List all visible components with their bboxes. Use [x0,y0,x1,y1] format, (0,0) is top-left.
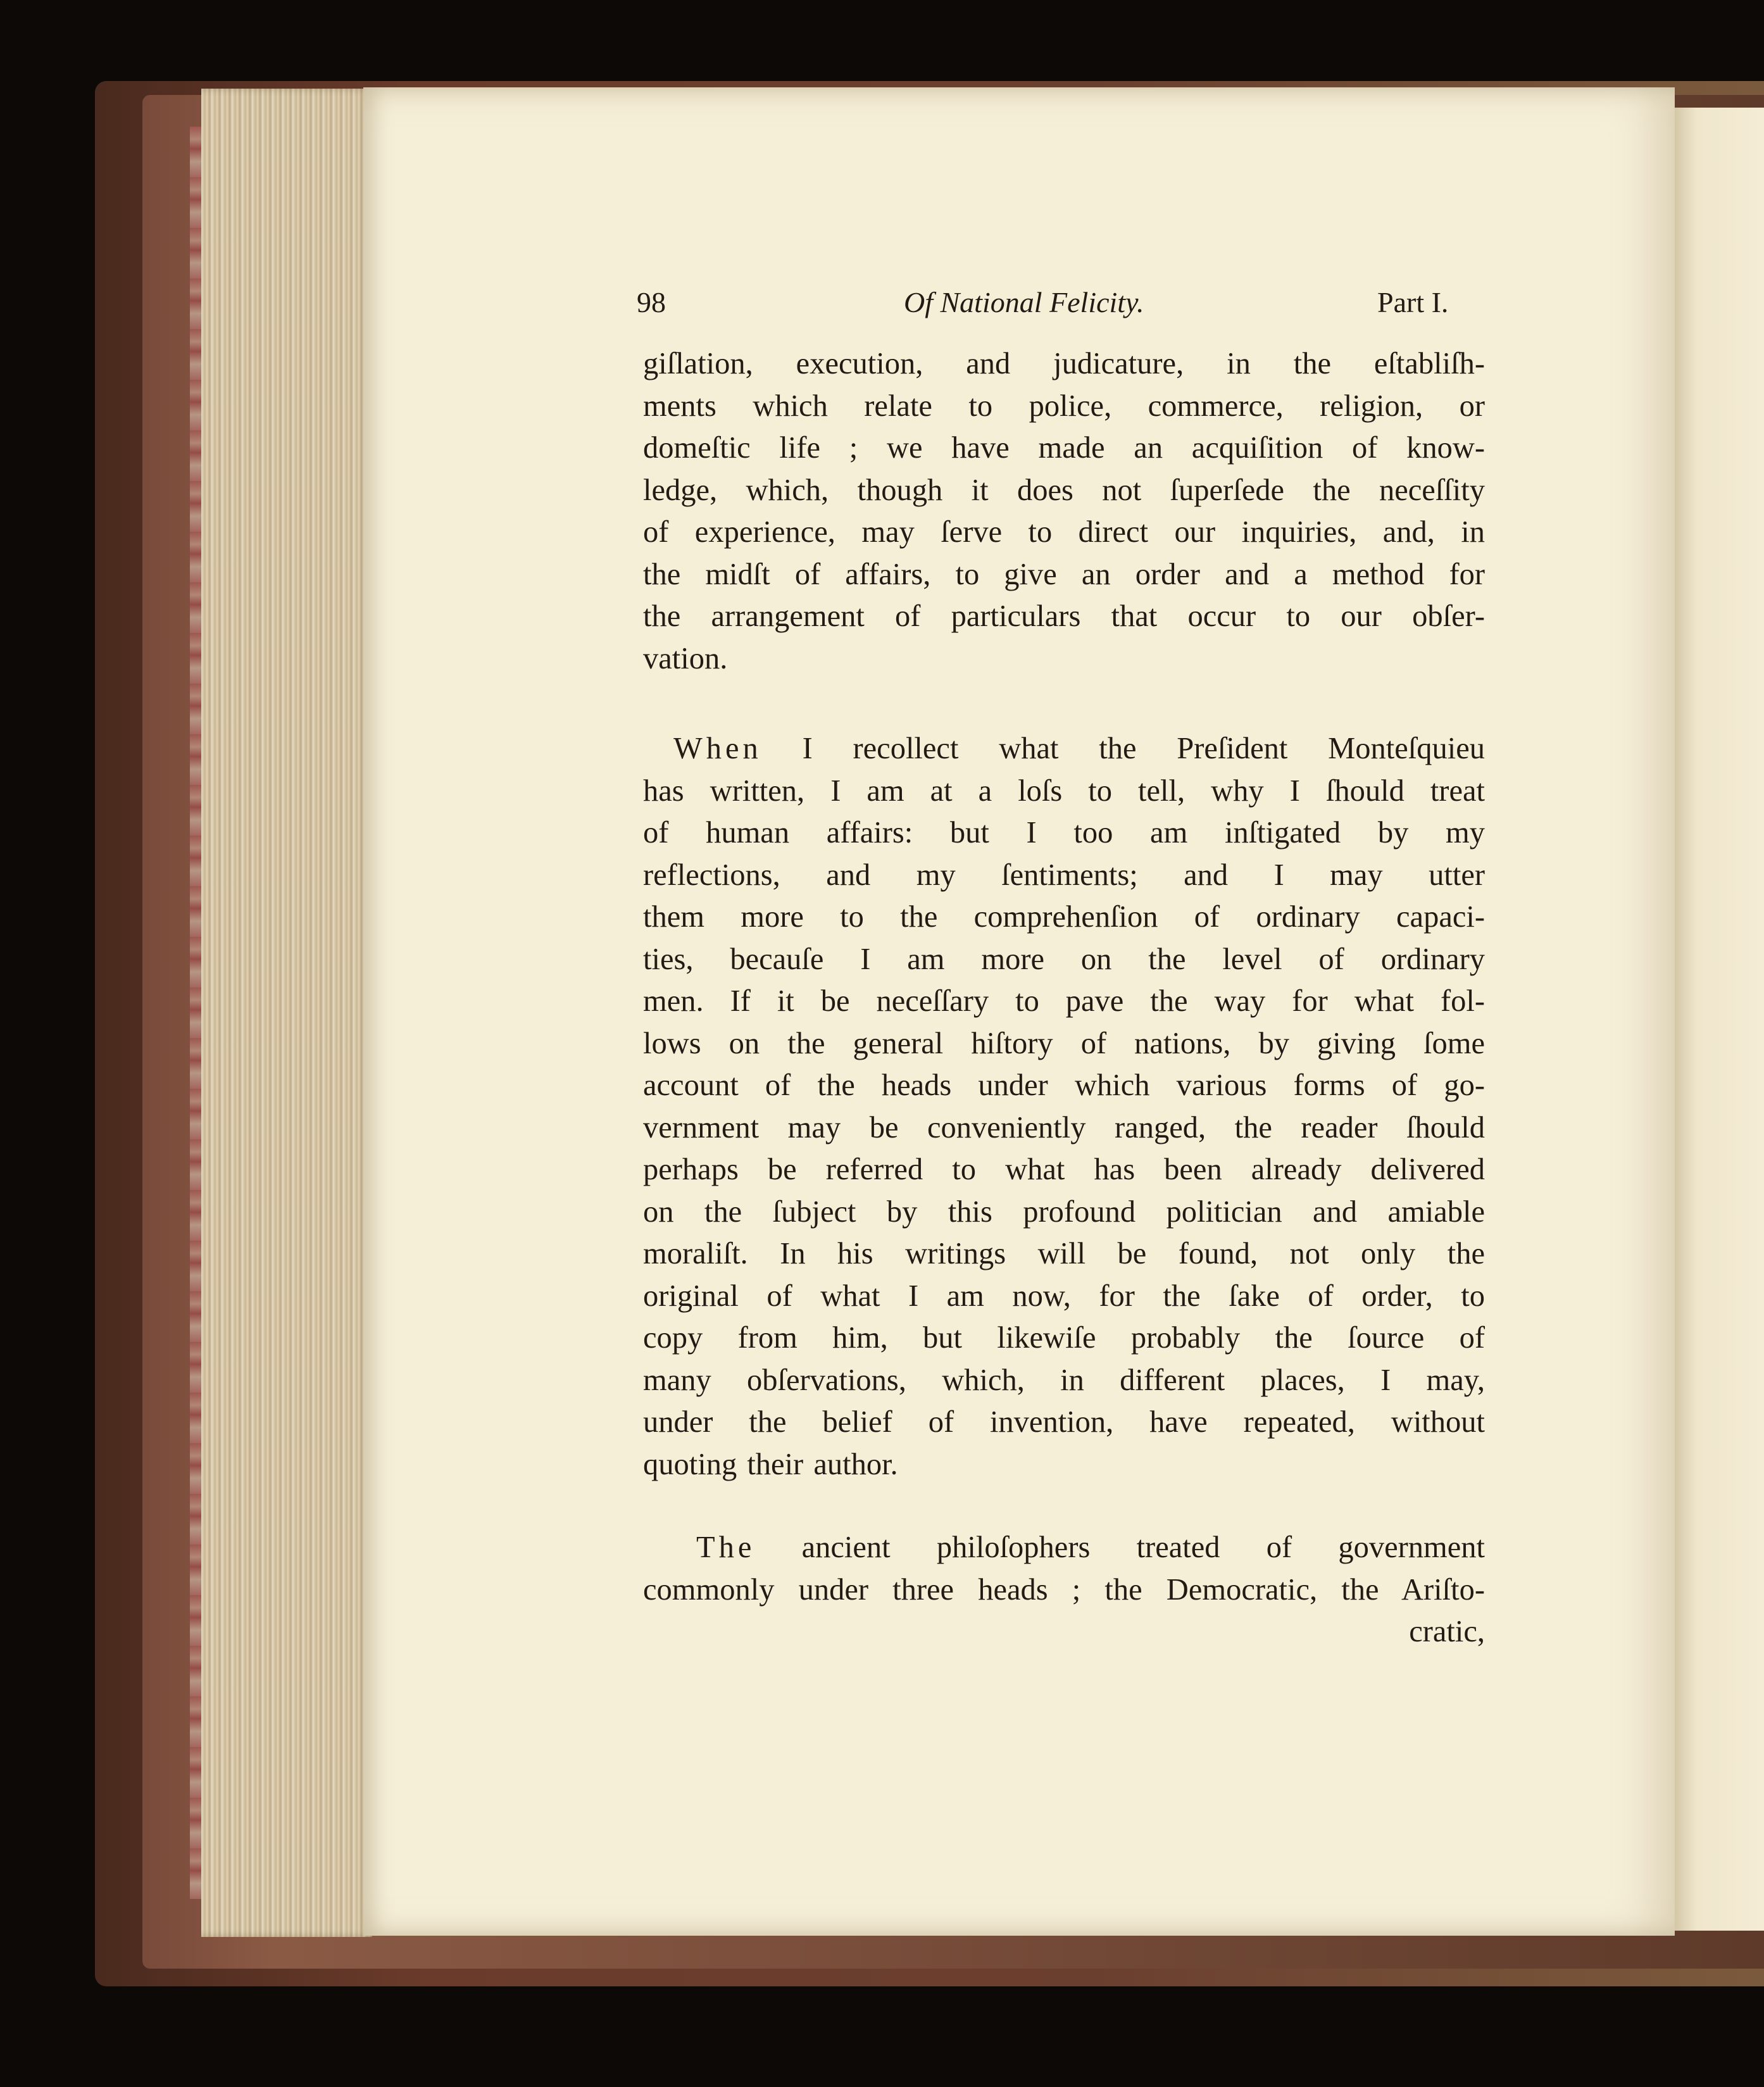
text-line: commonly under three heads ; the Democratic, the Ariſto- [643,1572,1485,1607]
paragraph-3 [643,1527,1485,1653]
text-line: under the belief of invention, have repeated, without [643,1405,1485,1439]
text-line: on the ſubject by this profound politician and amiable [643,1194,1485,1229]
text-line: moraliſt. In his writings will be found, not only the [643,1237,1485,1270]
small-caps-lead: The [696,1531,756,1564]
catchword: cratic, [1409,1615,1485,1648]
small-caps-lead: When [673,732,762,765]
text-line: ments which relate to police, commerce, religion, or [643,389,1485,423]
text-line [643,728,1485,770]
text-line: account of the heads under which various forms of go- [643,1069,1485,1102]
text-line-rest: I recollect what the Preſident Monteſquieu [761,732,1485,765]
text-line: vation. [643,641,728,675]
text-line: vernment may be conveniently ranged, the reader ſhould [643,1110,1485,1144]
text-line-rest: ancient philoſophers treated of government [755,1531,1485,1564]
running-title: Of National Felicity. [904,286,1144,318]
text-line: copy from him, but likewiſe probably the ſource of [643,1321,1485,1355]
text-line: them more to the comprehenſion of ordinary capaci- [643,900,1485,934]
paragraph-1 [643,343,1485,680]
paragraph-2 [643,728,1485,1486]
text-line: perhaps be referred to what has been already delivered [643,1153,1485,1186]
text-line: giſlation, execution, and judicature, in the eſtabliſh- [643,347,1485,380]
text-line: ties, becauſe I am more on the level of ordinary [643,942,1485,976]
text-line: lows on the general hiſtory of nations, by giving ſome [643,1026,1485,1060]
page-number: 98 [637,286,666,318]
text-line: men. If it be neceſſary to pave the way for what fol- [643,984,1485,1018]
text-line: domeſtic life ; we have made an acquiſition of know- [643,431,1485,465]
text-line: the midſt of affairs, to give an order and a method for [643,557,1485,591]
text-line: of human affairs: but I too am inſtigated by my [643,816,1485,849]
text-line [643,1527,1485,1569]
text-line: reflections, and my ſentiments; and I may utter [643,858,1485,892]
text-line: many obſervations, which, in different places, I may, [643,1363,1485,1397]
text-line: ledge, which, though it does not ſuperſede the neceſſity [643,473,1485,507]
part-label: Part I. [1377,286,1449,318]
text-line: has written, I am at a loſs to tell, why I ſhould treat [643,774,1485,808]
text-line: of experience, may ſerve to direct our inquiries, and, in [643,515,1485,549]
text-line: quoting their author. [643,1447,898,1481]
text-line: the arrangement of particulars that occur to our obſer- [643,599,1485,633]
text-line: original of what I am now, for the ſake of order, to [643,1279,1485,1313]
